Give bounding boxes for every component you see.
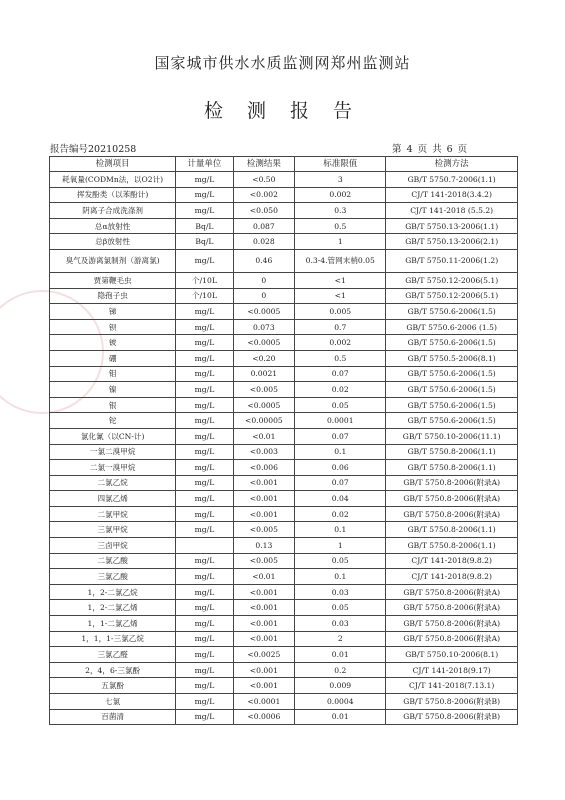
result-cell: 0 [233,288,295,304]
test-method-cell: GB/T 5750.8-2006(附录A) [386,491,518,507]
standard-limit-cell: 0.02 [295,506,386,522]
result-cell: <0.20 [233,350,295,366]
table-row [50,709,518,725]
test-method-cell: GB/T 5750.8-2006(1.1) [386,522,518,538]
test-item-cell: 钡 [50,319,176,335]
table-row [50,304,518,320]
standard-limit-cell: 0.06 [295,460,386,476]
test-method-cell: GB/T 5750.8-2006(附录A) [386,506,518,522]
standard-limit-cell: 0.009 [295,678,386,694]
result-cell: 0 [233,272,295,288]
test-method-cell: GB/T 5750.13-2006(1.1) [386,218,518,234]
test-method-cell: GB/T 5750.12-2006(5.1) [386,272,518,288]
unit-cell: Bq/L [176,218,233,234]
standard-limit-cell: 0.005 [295,304,386,320]
standard-limit-cell: 0.01 [295,647,386,663]
standard-limit-cell: 0.7 [295,319,386,335]
result-cell: <0.050 [233,203,295,219]
unit-cell: mg/L [176,413,233,429]
test-method-cell: GB/T 5750.11-2006(1.2) [386,249,518,272]
table-row [50,647,518,663]
unit-cell: mg/L [176,631,233,647]
table-row [50,631,518,647]
unit-cell: mg/L [176,304,233,320]
result-cell: 0.028 [233,234,295,250]
test-item-cell: 铊 [50,413,176,429]
test-item-cell: 总β放射性 [50,234,176,250]
standard-limit-cell: 0.07 [295,475,386,491]
result-cell: <0.001 [233,600,295,616]
results-table [49,156,518,725]
unit-cell: mg/L [176,600,233,616]
standard-limit-cell: 0.05 [295,600,386,616]
test-item-cell: 1，2-二氯乙烷 [50,584,176,600]
test-item-cell: 二氯甲烷 [50,506,176,522]
test-item-cell: 总α放射性 [50,218,176,234]
result-cell: 0.0021 [233,366,295,382]
result-cell: <0.0005 [233,304,295,320]
unit-cell: mg/L [176,203,233,219]
table-row [50,584,518,600]
standard-limit-cell: <1 [295,288,386,304]
table-row [50,335,518,351]
result-cell: <0.50 [233,172,295,188]
test-method-cell: GB/T 5750.5-2006(8.1) [386,350,518,366]
result-cell: <0.005 [233,382,295,398]
test-item-cell: 2，4，6-三氯酚 [50,662,176,678]
test-method-cell: CJ/T 141-2018(9.8.2) [386,553,518,569]
standard-limit-cell: 0.002 [295,335,386,351]
table-row [50,678,518,694]
table-row [50,491,518,507]
result-cell: <0.006 [233,460,295,476]
test-item-cell: 银 [50,397,176,413]
test-method-cell: GB/T 5750.8-2006(附录A) [386,475,518,491]
result-cell: <0.0001 [233,694,295,710]
report-title: 检 测 报 告 [203,100,362,122]
standard-limit-cell: 0.2 [295,662,386,678]
standard-limit-cell: 2 [295,631,386,647]
unit-cell: mg/L [176,460,233,476]
test-item-cell: 三氯甲烷 [50,522,176,538]
unit-cell: mg/L [176,647,233,663]
result-cell: <0.01 [233,569,295,585]
table-row [50,413,518,429]
standard-limit-cell: 0.07 [295,428,386,444]
standard-limit-cell: 0.5 [295,350,386,366]
unit-cell: mg/L [176,382,233,398]
result-cell: <0.0006 [233,709,295,725]
standard-limit-cell: 0.03 [295,616,386,632]
test-item-cell: 百菌清 [50,709,176,725]
standard-limit-cell: 0.07 [295,366,386,382]
standard-limit-cell: 0.04 [295,491,386,507]
table-row [50,272,518,288]
table-row [50,694,518,710]
test-item-cell: 贾第鞭毛虫 [50,272,176,288]
standard-limit-cell: <1 [295,272,386,288]
test-item-cell: 二氯乙酸 [50,553,176,569]
standard-limit-cell: 0.1 [295,569,386,585]
standard-limit-cell: 0.1 [295,444,386,460]
table-row [50,397,518,413]
unit-cell: mg/L [176,350,233,366]
result-cell: <0.001 [233,662,295,678]
unit-cell: mg/L [176,249,233,272]
standard-limit-cell: 0.3-4.管网末梢0.05 [295,249,386,272]
unit-cell: mg/L [176,678,233,694]
result-cell: 0.073 [233,319,295,335]
result-cell: <0.001 [233,631,295,647]
unit-cell: mg/L [176,662,233,678]
unit-cell: mg/L [176,366,233,382]
table-row [50,218,518,234]
result-cell: <0.00005 [233,413,295,429]
result-cell: <0.0005 [233,397,295,413]
unit-cell: mg/L [176,428,233,444]
table-row [50,600,518,616]
standard-limit-cell: 3 [295,172,386,188]
report-number: 报告编号20210258 [50,144,137,155]
standard-limit-cell: 0.3 [295,203,386,219]
table-row [50,460,518,476]
test-item-cell: 1，1，1-三氯乙烷 [50,631,176,647]
test-method-cell: GB/T 5750.7-2006(1.1) [386,172,518,188]
result-cell: <0.01 [233,428,295,444]
table-row [50,366,518,382]
unit-cell: mg/L [176,569,233,585]
unit-cell: 个/10L [176,272,233,288]
standard-limit-cell: 0.01 [295,709,386,725]
result-cell: <0.001 [233,584,295,600]
table-row [50,553,518,569]
column-header: 标准限值 [295,157,386,172]
test-item-cell: 四氯乙烯 [50,491,176,507]
table-row [50,506,518,522]
page-info: 第 4 页 共 6 页 [392,144,469,155]
unit-cell: mg/L [176,553,233,569]
table-row [50,444,518,460]
test-item-cell: 隐孢子虫 [50,288,176,304]
unit-cell [176,538,233,554]
table-row [50,382,518,398]
test-method-cell: GB/T 5750.8-2006(1.1) [386,460,518,476]
column-header: 检测项目 [50,157,176,172]
column-header: 计量单位 [176,157,233,172]
table-header-row [50,157,518,172]
test-method-cell: GB/T 5750.12-2006(5.1) [386,288,518,304]
standard-limit-cell: 0.5 [295,218,386,234]
result-cell: <0.001 [233,475,295,491]
result-cell: <0.001 [233,616,295,632]
test-method-cell: CJ/T 141-2018(9.8.2) [386,569,518,585]
test-method-cell: GB/T 5750.6-2006(1.5) [386,304,518,320]
test-item-cell: 1，2-二氯乙烯 [50,600,176,616]
unit-cell: mg/L [176,694,233,710]
standard-limit-cell: 0.002 [295,187,386,203]
test-item-cell: 锑 [50,304,176,320]
result-cell: <0.001 [233,506,295,522]
result-cell: 0.13 [233,538,295,554]
standard-limit-cell: 0.0004 [295,694,386,710]
column-header: 检测方法 [386,157,518,172]
test-item-cell: 二氯一溴甲烷 [50,460,176,476]
result-cell: <0.0025 [233,647,295,663]
table-row [50,203,518,219]
unit-cell: mg/L [176,397,233,413]
test-item-cell: 臭气及游离氯制剂（游离氯) [50,249,176,272]
unit-cell: mg/L [176,335,233,351]
standard-limit-cell: 0.0001 [295,413,386,429]
table-row [50,350,518,366]
test-method-cell: CJ/T 141-2018(3.4.2) [386,187,518,203]
unit-cell: Bq/L [176,234,233,250]
standard-limit-cell: 1 [295,234,386,250]
result-cell: <0.001 [233,491,295,507]
test-item-cell: 挥发酚类（以苯酚计) [50,187,176,203]
result-cell: <0.001 [233,678,295,694]
result-cell: 0.087 [233,218,295,234]
test-method-cell: GB/T 5750.6-2006(1.5) [386,413,518,429]
table-row [50,475,518,491]
table-row [50,249,518,272]
test-method-cell: GB/T 5750.8-2006(附录A) [386,616,518,632]
standard-limit-cell: 0.03 [295,584,386,600]
result-cell: <0.005 [233,522,295,538]
table-row [50,569,518,585]
test-method-cell: GB/T 5750.8-2006(附录A) [386,600,518,616]
test-item-cell: 三氯乙酸 [50,569,176,585]
test-method-cell: CJ/T 141-2018(7.13.1) [386,678,518,694]
table-row [50,172,518,188]
test-method-cell: GB/T 5750.10-2006(11.1) [386,428,518,444]
test-item-cell: 二氯乙烷 [50,475,176,491]
unit-cell: mg/L [176,444,233,460]
column-header: 检测结果 [233,157,295,172]
test-method-cell: GB/T 5750.13-2006(2.1) [386,234,518,250]
test-method-cell: GB/T 5750.8-2006(附录A) [386,631,518,647]
unit-cell: mg/L [176,491,233,507]
standard-limit-cell: 0.05 [295,397,386,413]
standard-limit-cell: 0.02 [295,382,386,398]
unit-cell: mg/L [176,172,233,188]
result-cell: <0.003 [233,444,295,460]
test-method-cell: GB/T 5750.6-2006(1.5) [386,397,518,413]
test-method-cell: CJ/T 141-2018(9.17) [386,662,518,678]
test-item-cell: 一氯二溴甲烷 [50,444,176,460]
unit-cell: mg/L [176,522,233,538]
test-item-cell: 氯化氰（以CN-计) [50,428,176,444]
test-method-cell: GB/T 5750.8-2006(附录B) [386,694,518,710]
test-item-cell: 铍 [50,335,176,351]
standard-limit-cell: 0.1 [295,522,386,538]
test-method-cell: GB/T 5750.8-2006(附录B) [386,709,518,725]
table-row [50,428,518,444]
test-item-cell: 阴离子合成洗涤剂 [50,203,176,219]
test-item-cell: 七氯 [50,694,176,710]
test-method-cell: GB/T 5750.6-2006 (1.5) [386,319,518,335]
test-item-cell: 硼 [50,350,176,366]
test-item-cell: 五氯酚 [50,678,176,694]
table-row [50,522,518,538]
test-item-cell: 耗氧量(CODMn法，以O2计) [50,172,176,188]
unit-cell: mg/L [176,584,233,600]
test-method-cell: GB/T 5750.8-2006(1.1) [386,444,518,460]
organization-name: 国家城市供水水质监测网郑州监测站 [154,54,411,72]
table-row [50,538,518,554]
test-method-cell: GB/T 5750.10-2006(8.1) [386,647,518,663]
test-method-cell: GB/T 5750.8-2006(1.1) [386,538,518,554]
unit-cell: mg/L [176,506,233,522]
result-cell: <0.0005 [233,335,295,351]
table-row [50,234,518,250]
standard-limit-cell: 1 [295,538,386,554]
table-row [50,662,518,678]
result-cell: 0.46 [233,249,295,272]
result-cell: <0.005 [233,553,295,569]
unit-cell: mg/L [176,475,233,491]
unit-cell: mg/L [176,187,233,203]
test-item-cell: 钼 [50,366,176,382]
table-row [50,319,518,335]
test-method-cell: GB/T 5750.6-2006(1.5) [386,382,518,398]
test-item-cell: 三卤甲烷 [50,538,176,554]
unit-cell: mg/L [176,616,233,632]
test-method-cell: CJ/T 141-2018 (5.5.2) [386,203,518,219]
result-cell: <0.002 [233,187,295,203]
test-method-cell: GB/T 5750.8-2006(附录A) [386,584,518,600]
test-method-cell: GB/T 5750.6-2006(1.5) [386,366,518,382]
table-row [50,616,518,632]
standard-limit-cell: 0.05 [295,553,386,569]
unit-cell: mg/L [176,709,233,725]
table-row [50,288,518,304]
test-item-cell: 1，1-二氯乙烯 [50,616,176,632]
test-item-cell: 镍 [50,382,176,398]
test-item-cell: 三氯乙醛 [50,647,176,663]
unit-cell: mg/L [176,319,233,335]
unit-cell: 个/10L [176,288,233,304]
test-method-cell: GB/T 5750.6-2006(1.5) [386,335,518,351]
table-row [50,187,518,203]
